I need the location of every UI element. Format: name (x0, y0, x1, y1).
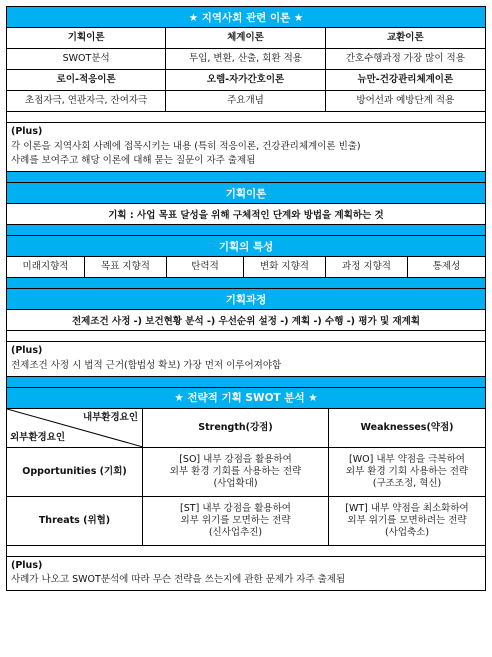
wt-strategy (329, 497, 485, 545)
internal-factor-label: 내부환경요인 (82, 411, 138, 423)
so-line: (사업확대) (213, 477, 258, 489)
so-line: 외부 환경 기회를 사용하는 전략 (169, 465, 302, 477)
external-factor-label: 외부환경요인 (10, 431, 66, 443)
spacer (7, 172, 485, 183)
spacer (7, 331, 485, 342)
st-line: [ST] 내부 강점을 활용하여 (180, 502, 291, 514)
theory-header: 로이-적응이론 (7, 70, 166, 90)
plus-text: 각 이론을 지역사회 사례에 접목시키는 내용 (특히 적응이론, 건강관리체계이론 빈출) (11, 140, 361, 152)
plus-label: (Plus) (11, 559, 43, 571)
wo-line: 외부 환경 기회 사용하는 전략 (345, 465, 469, 477)
theory-value: 주요개념 (166, 91, 325, 111)
theory-value: SWOT분석 (7, 49, 166, 69)
theory-header-row-1 (7, 28, 485, 49)
wo-strategy (329, 448, 485, 496)
swot-title: ★ 전략적 기획 SWOT 분석 ★ (7, 388, 485, 409)
feature-item: 탄력적 (167, 257, 244, 277)
plus-note-1 (7, 123, 485, 172)
swot-corner-cell (7, 409, 143, 447)
theory-header: 기획이론 (7, 28, 166, 48)
st-line: 외부 위기를 모면하는 전략 (180, 514, 291, 526)
community-theory-title: ★ 지역사회 관련 이론 ★ (7, 7, 485, 28)
plus-text: 전제조건 사정 시 법적 근거(합법성 확보) 가장 먼저 이루어져야함 (11, 359, 282, 371)
document-sheet (6, 6, 486, 591)
plus-text: 사례가 나오고 SWOT분석에 따라 무슨 전략을 쓰는지에 관한 문제가 자주 출제됨 (11, 574, 346, 586)
planning-theory-title: 기획이론 (7, 183, 485, 204)
spacer (7, 225, 485, 236)
feature-item: 목표 지향적 (85, 257, 167, 277)
plus-label: (Plus) (11, 126, 43, 137)
swot-opportunities-row (7, 448, 485, 497)
wo-line: [WO] 내부 약점을 극복하여 (349, 453, 465, 465)
theory-header: 체계이론 (166, 28, 325, 48)
wt-line: [WT] 내부 약점을 최소화하여 (345, 502, 469, 514)
plus-note-3 (7, 557, 485, 590)
plus-label: (Plus) (11, 345, 43, 357)
planning-process-steps: 전제조건 사정 -) 보건현황 분석 -) 우선순위 설정 -) 계획 -) 수행 -) 평가 및 재계획 (7, 310, 485, 331)
planning-features-title: 기획의 특성 (7, 236, 485, 257)
weakness-header: Weaknesses(약점) (360, 421, 454, 433)
wt-line: 외부 위기를 모면하려는 전략 (347, 514, 467, 526)
theory-value-row-2 (7, 91, 485, 112)
theory-value-row-1 (7, 49, 485, 70)
st-strategy (143, 497, 329, 545)
plus-text: 사례를 보여주고 해당 이론에 대해 묻는 질문이 자주 출제됨 (11, 155, 256, 167)
feature-item: 변화 지향적 (244, 257, 326, 277)
theory-header: 오렘-자가간호이론 (166, 70, 325, 90)
planning-definition: 기획 : 사업 목표 달성을 위해 구체적인 단계와 방법을 계획하는 것 (7, 204, 485, 225)
theory-header-row-2 (7, 70, 485, 91)
swot-header-row (7, 409, 485, 448)
spacer (7, 112, 485, 123)
theory-value: 초점자극, 연관자극, 잔여자극 (7, 91, 166, 111)
features-row (7, 257, 485, 278)
feature-item: 통제성 (432, 261, 461, 273)
wo-line: (구조조정, 혁신) (372, 477, 442, 489)
strength-header: Strength(강점) (143, 409, 329, 447)
theory-header: 교환이론 (386, 32, 424, 44)
spacer (7, 377, 485, 388)
opportunities-label: Opportunities (기회) (7, 448, 143, 496)
swot-threats-row (7, 497, 485, 546)
plus-note-2 (7, 342, 485, 376)
spacer (7, 278, 485, 289)
threats-label: Threats (위협) (7, 497, 143, 545)
feature-item: 미래지향적 (7, 257, 85, 277)
wt-line: (사업축소) (384, 526, 430, 538)
theory-value: 간호수행과정 가장 많이 적용 (345, 53, 465, 65)
so-line: [SO] 내부 강점을 활용하여 (179, 453, 292, 465)
theory-header: 뉴만-건강관리체계이론 (357, 74, 454, 86)
feature-item: 과정 지향적 (326, 257, 408, 277)
st-line: (신사업추진) (208, 526, 263, 538)
theory-value: 방어선과 예방단계 적용 (356, 95, 455, 107)
spacer (7, 546, 485, 557)
theory-value: 투입, 변환, 산출, 회환 적용 (166, 49, 325, 69)
so-strategy (143, 448, 329, 496)
planning-process-title: 기획과정 (7, 289, 485, 310)
